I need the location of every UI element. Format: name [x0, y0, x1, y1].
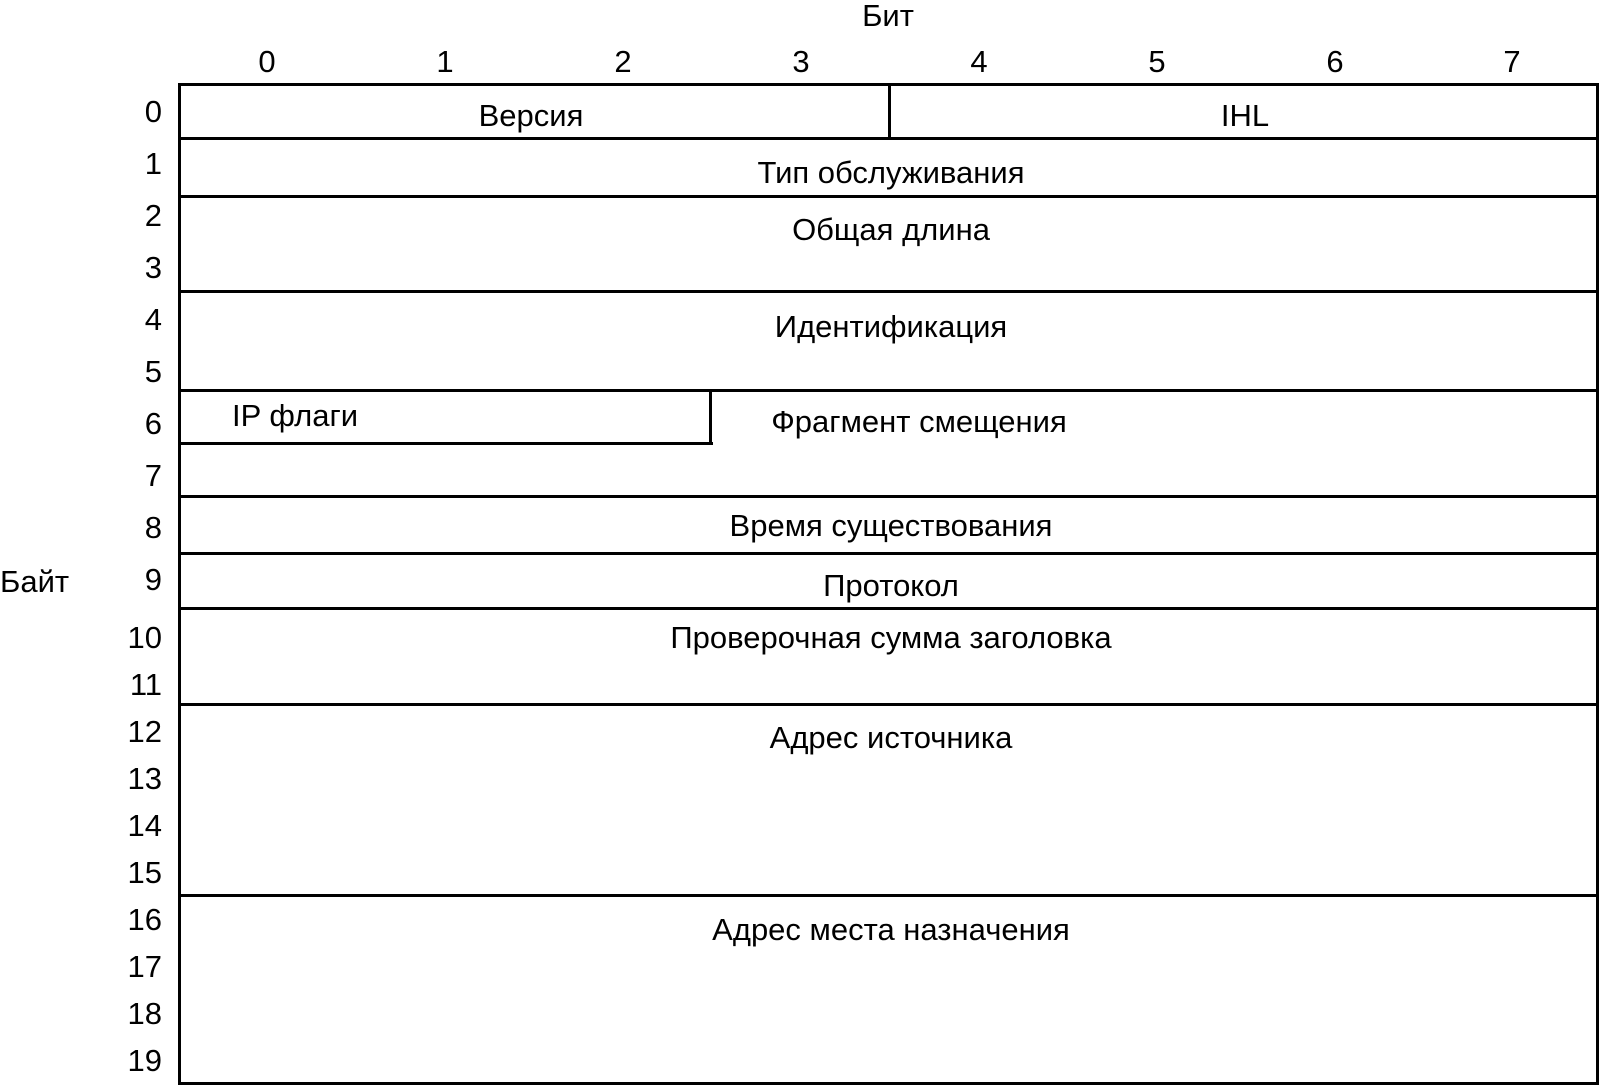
field-version: Версия	[478, 98, 584, 133]
flags-bottom-line	[178, 442, 713, 445]
bit-label: 6	[1326, 44, 1344, 79]
byte-label: 12	[127, 714, 162, 749]
byte-label: 18	[127, 996, 162, 1031]
byte-label: 15	[127, 855, 162, 890]
bit-label: 3	[792, 44, 810, 79]
byte-label: 2	[144, 198, 162, 233]
field-source-address: Адрес источника	[769, 720, 1013, 755]
byte-label: 11	[129, 667, 162, 702]
byte-label: 19	[127, 1043, 162, 1078]
byte-label: 10	[127, 620, 162, 655]
field-total-length: Общая длина	[792, 212, 990, 247]
separator-line	[178, 195, 1599, 198]
byte-label: 8	[144, 510, 162, 545]
byte-label: 3	[144, 250, 162, 285]
separator-line	[178, 552, 1599, 555]
field-ip-flags: IP флаги	[232, 398, 359, 433]
byte-label: 6	[144, 406, 162, 441]
byte-label: 9	[144, 562, 162, 597]
flags-divider	[709, 389, 712, 445]
bit-label: 5	[1148, 44, 1166, 79]
bit-label: 0	[258, 44, 276, 79]
byte-label: 13	[127, 761, 162, 796]
separator-line	[178, 290, 1599, 293]
byte-label: 16	[127, 902, 162, 937]
bit-label: 1	[436, 44, 454, 79]
field-identification: Идентификация	[774, 309, 1008, 344]
separator-line	[178, 389, 1599, 392]
field-time-to-live: Время существования	[729, 508, 1053, 543]
field-destination-address: Адрес места назначения	[712, 912, 1070, 947]
version-ihl-divider	[888, 83, 891, 138]
field-fragment-offset: Фрагмент смещения	[771, 404, 1067, 439]
field-type-of-service: Тип обслуживания	[757, 155, 1025, 190]
byte-label: 17	[127, 949, 162, 984]
field-protocol: Протокол	[823, 568, 959, 603]
byte-label: 1	[144, 146, 162, 181]
byte-label: 4	[144, 302, 162, 337]
bit-label: 4	[970, 44, 988, 79]
separator-line	[178, 607, 1599, 610]
field-header-checksum: Проверочная сумма заголовка	[670, 620, 1112, 655]
separator-line	[178, 894, 1599, 897]
separator-line	[178, 495, 1599, 498]
bit-axis-title: Бит	[862, 0, 914, 33]
separator-line	[178, 703, 1599, 706]
byte-label: 5	[144, 354, 162, 389]
byte-label: 14	[127, 808, 162, 843]
byte-axis-title: Байт	[0, 564, 70, 599]
bit-label: 7	[1503, 44, 1521, 79]
bit-label: 2	[614, 44, 632, 79]
byte-label: 7	[144, 458, 162, 493]
byte-label: 0	[144, 94, 162, 129]
field-ihl: IHL	[1220, 98, 1270, 133]
